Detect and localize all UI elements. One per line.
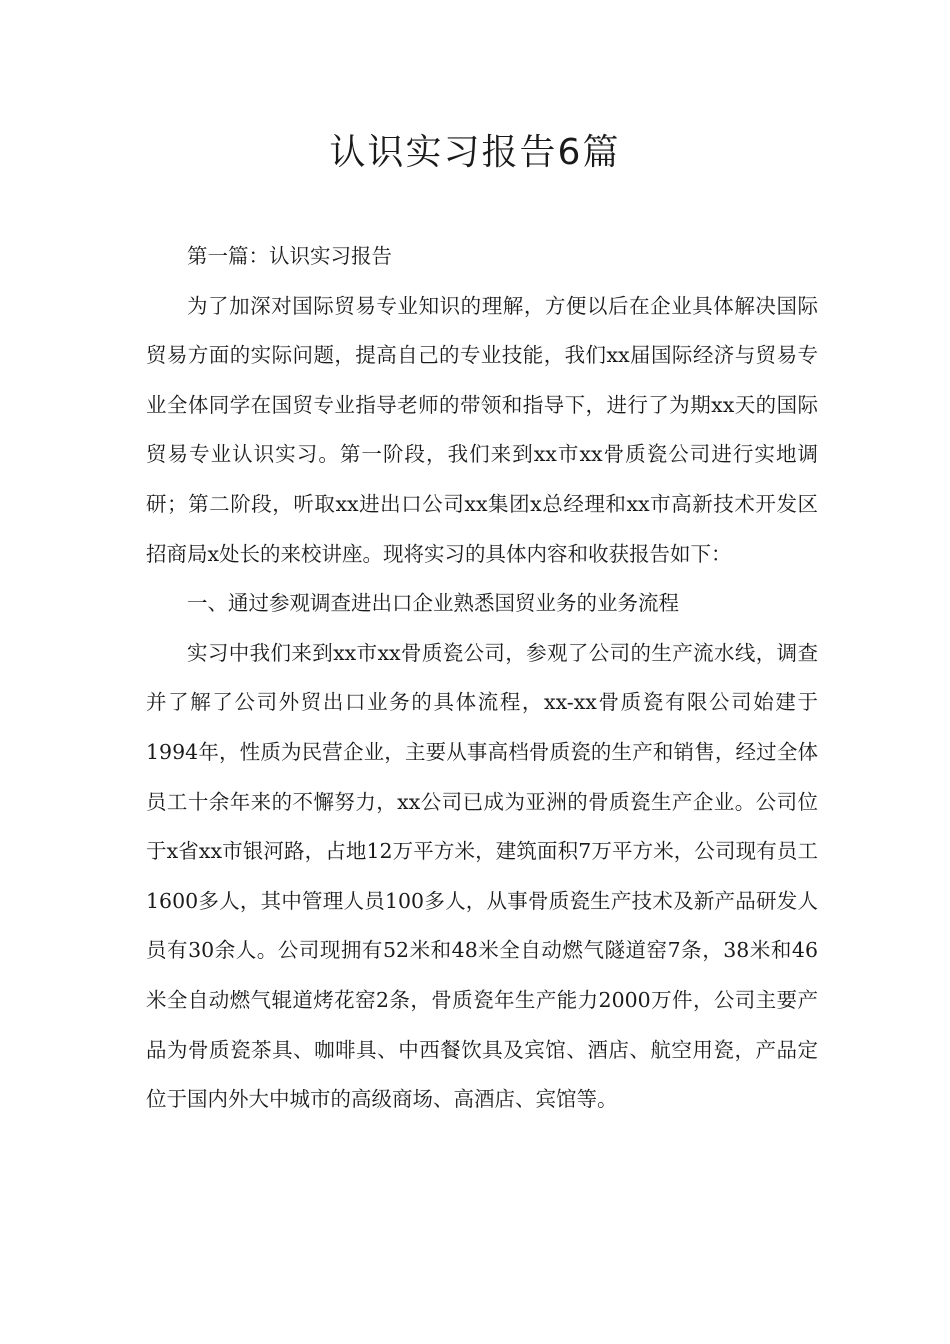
subheading-1: 一、通过参观调查进出口企业熟悉国贸业务的业务流程 <box>187 591 679 616</box>
document-body <box>146 232 818 1125</box>
section-heading: 第一篇：认识实习报告 <box>187 244 392 268</box>
paragraph-2: 实习中我们来到xx市xx骨质瓷公司，参观了公司的生产流水线，调查并了解了公司外贸出口业务的具体流程，xx-xx骨质瓷有限公司始建于1994年，性质为民营企业，主要从事高档骨质瓷的生产和销售，经过全体员工十余年来的不懈努力，xx公司已成为亚洲的骨质瓷生产企业。公司位于x省xx市银河路，占地12万平方米，建筑面积7万平方米，公司现有员工1600多人，其中管理人员100多人，从事骨质瓷生产技术及新产品研发人员有30余人。公司现拥有52米和48米全自动燃气隧道窑7条，38米和46米全自动燃气辊道烤花窑2条，骨质瓷年生产能力2000万件，公司主要产品为骨质瓷茶具、咖啡具、中西餐饮具及宾馆、酒店、航空用瓷，产品定位于国内外大中城市的高级商场、高酒店、宾馆等。 <box>146 640 818 1112</box>
document-title: 认识实习报告6篇 <box>329 132 621 173</box>
intro-paragraph: 为了加深对国际贸易专业知识的理解，方便以后在企业具体解决国际贸易方面的实际问题，提高自己的专业技能，我们xx届国际经济与贸易专业全体同学在国贸专业指导老师的带领和指导下，进行了为期xx天的国际贸易专业认识实习。第一阶段，我们来到xx市xx骨质瓷公司进行实地调研；第二阶段，听取xx进出口公司xx集团x总经理和xx市高新技术开发区招商局x处长的来校讲座。现将实习的具体内容和收获报告如下： <box>146 293 818 566</box>
